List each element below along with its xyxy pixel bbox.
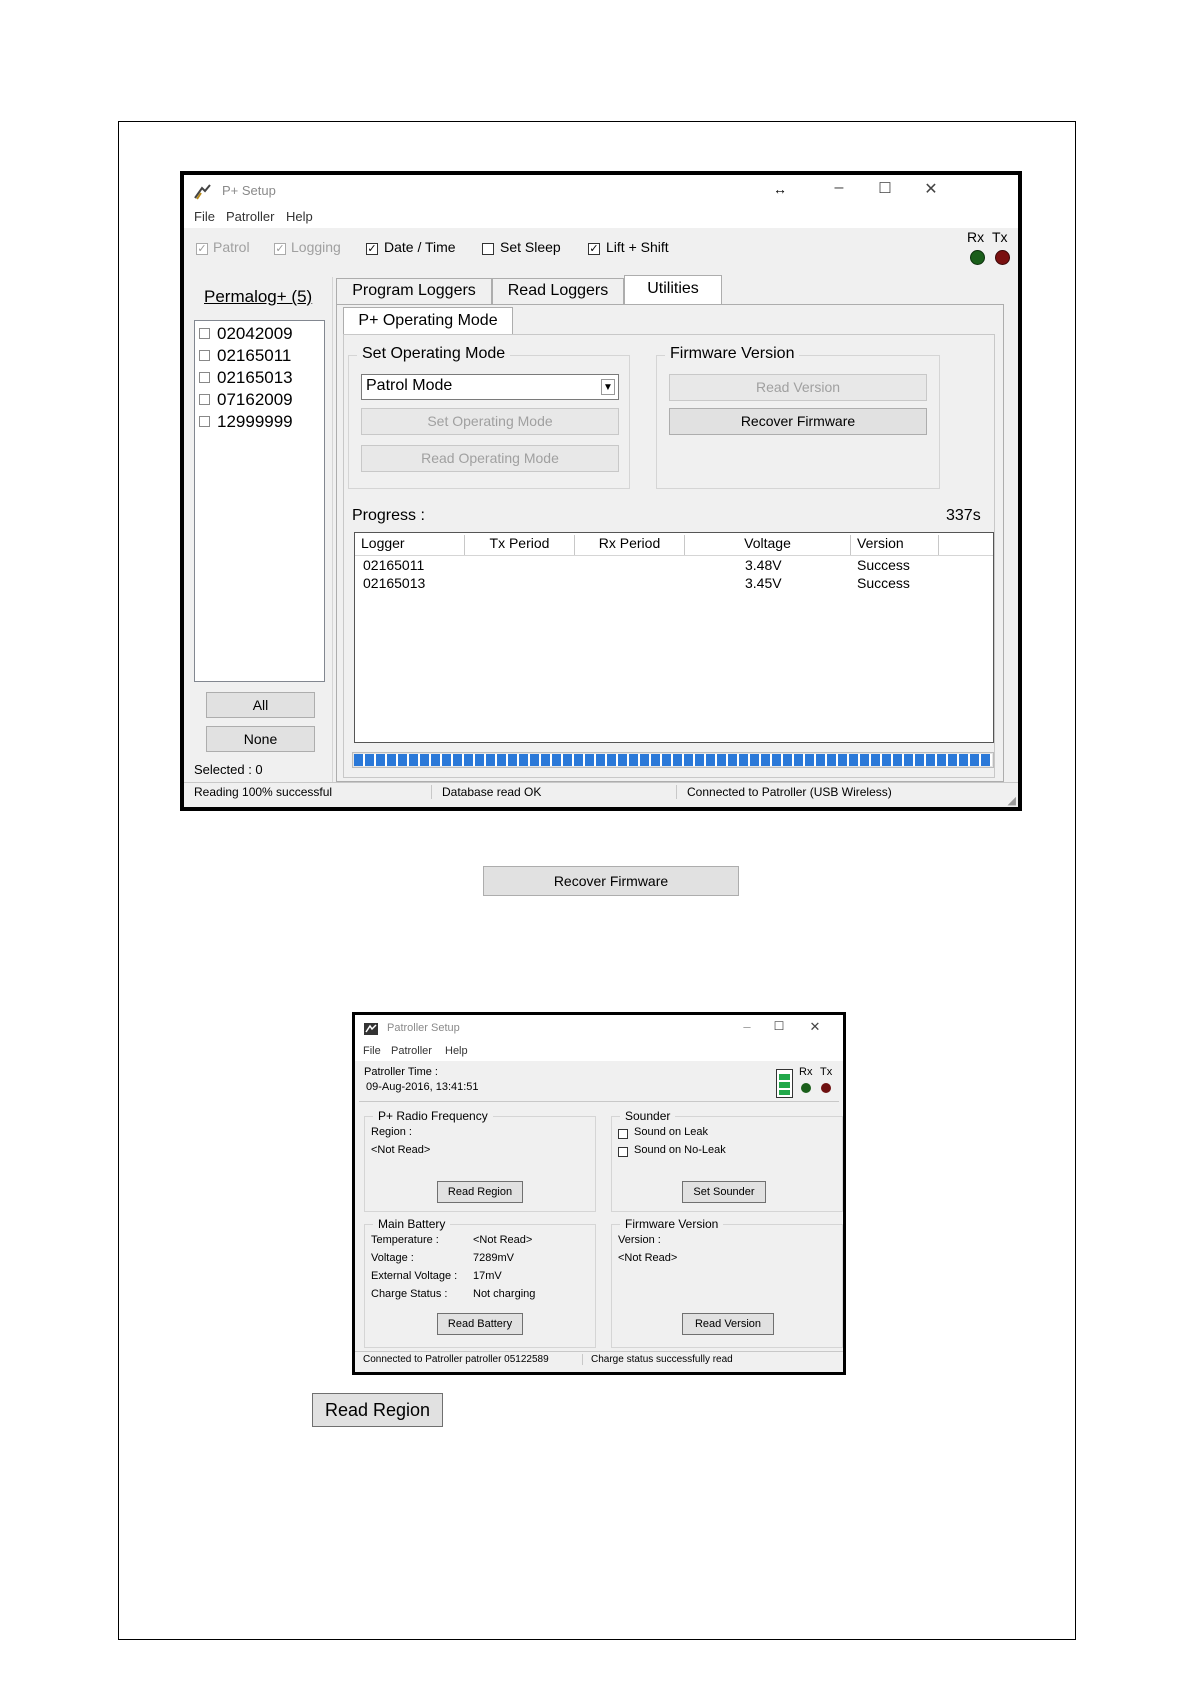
set-operating-mode-button[interactable]: Set Operating Mode (361, 408, 619, 435)
logger-id: 02165013 (217, 368, 293, 387)
column-header-version[interactable]: Version (851, 535, 939, 555)
battery-icon (776, 1069, 793, 1098)
patrol-label: Patrol (213, 239, 250, 255)
subtab-operating-mode[interactable]: P+ Operating Mode (343, 307, 513, 335)
logger-checkbox[interactable] (199, 372, 210, 383)
rx-label: Rx (799, 1066, 813, 1078)
status-bar (184, 782, 1018, 807)
logger-checkbox[interactable] (199, 328, 210, 339)
read-region-button[interactable]: Read Region (437, 1181, 523, 1203)
table-row[interactable] (355, 575, 993, 593)
voltage-label: Voltage : (371, 1252, 414, 1264)
permalog-header-link[interactable]: Permalog+ (5) (204, 287, 313, 306)
menu-bar (184, 208, 1018, 228)
charge-status-label: Charge Status : (371, 1288, 448, 1300)
date-time-label: Date / Time (384, 239, 456, 255)
patroller-time-value: 09-Aug-2016, 13:41:51 (366, 1081, 479, 1093)
external-voltage-label: External Voltage : (371, 1270, 458, 1282)
window-title: Patroller Setup (387, 1022, 460, 1034)
close-button[interactable]: ✕ (924, 181, 938, 198)
select-value: Patrol Mode (366, 377, 453, 394)
lift-shift-checkbox[interactable]: ✓ (589, 243, 599, 255)
set-operating-mode-group (348, 345, 630, 489)
divider (359, 1101, 839, 1102)
patroller-time-label: Patroller Time : (364, 1066, 438, 1078)
listview-header (355, 533, 993, 556)
resize-grip-icon[interactable]: ◢ (1007, 795, 1016, 807)
lift-shift-label: Lift + Shift (606, 239, 669, 255)
sidebar-divider (332, 277, 333, 782)
read-version-button[interactable]: Read Version (682, 1313, 774, 1335)
temperature-label: Temperature : (371, 1234, 439, 1246)
column-header-voltage[interactable]: Voltage (685, 535, 851, 555)
logger-id: 02165011 (217, 346, 292, 365)
set-sleep-checkbox[interactable] (482, 243, 494, 255)
cell-voltage: 3.48V (745, 557, 782, 573)
selected-count: Selected : 0 (194, 762, 263, 777)
group-title: Main Battery (373, 1217, 450, 1231)
patroller-setup-window (352, 1012, 846, 1375)
operating-mode-select[interactable] (361, 374, 619, 400)
temperature-value: <Not Read> (473, 1234, 533, 1246)
tx-label: Tx (992, 229, 1008, 245)
external-voltage-value: 17mV (473, 1270, 502, 1282)
group-title: Firmware Version (620, 1217, 723, 1231)
recover-firmware-button[interactable]: Recover Firmware (669, 408, 927, 435)
progress-label: Progress : (352, 507, 425, 524)
logger-id: 12999999 (217, 412, 293, 431)
menu-help[interactable]: Help (286, 209, 313, 224)
minimize-button[interactable]: – (834, 179, 844, 196)
maximize-button[interactable]: ☐ (878, 180, 892, 197)
sound-on-no-leak-checkbox[interactable] (618, 1147, 628, 1157)
patrol-checkbox: ✓ (197, 243, 207, 255)
main-battery-group (364, 1217, 596, 1348)
column-header-tx-period[interactable]: Tx Period (465, 535, 575, 555)
read-battery-button[interactable]: Read Battery (437, 1313, 523, 1335)
region-label: Region : (371, 1126, 412, 1138)
version-label: Version : (618, 1234, 661, 1246)
logging-label: Logging (291, 239, 341, 255)
cell-version: Success (857, 557, 910, 573)
tab-utilities[interactable]: Utilities (624, 275, 722, 305)
progress-listview[interactable] (354, 532, 994, 743)
p-plus-setup-window (180, 171, 1022, 811)
maximize-button[interactable]: ☐ (773, 1019, 785, 1033)
elapsed-time: 337s (946, 507, 981, 524)
status-reading: Reading 100% successful (184, 785, 432, 799)
read-operating-mode-button[interactable]: Read Operating Mode (361, 445, 619, 472)
tab-panel (336, 304, 1004, 782)
chevron-down-icon[interactable]: ▼ (601, 379, 615, 395)
sounder-group (611, 1109, 843, 1212)
set-sounder-button[interactable]: Set Sounder (682, 1181, 766, 1203)
menu-patroller[interactable]: Patroller (391, 1045, 432, 1057)
rx-label: Rx (967, 229, 985, 245)
logger-checkbox[interactable] (199, 394, 210, 405)
rx-indicator-icon (801, 1083, 811, 1093)
voltage-value: 7289mV (473, 1252, 514, 1264)
read-region-button-callout[interactable]: Read Region (312, 1393, 443, 1427)
tx-indicator-icon (995, 250, 1010, 265)
minimize-button[interactable]: – (743, 1019, 751, 1034)
status-connection: Connected to Patroller patroller 05122589 (355, 1354, 583, 1365)
group-title: Firmware Version (665, 345, 799, 363)
column-header-logger[interactable]: Logger (355, 535, 465, 555)
app-icon (194, 184, 212, 200)
logging-checkbox: ✓ (275, 243, 285, 255)
logger-checkbox[interactable] (199, 416, 210, 427)
window-title: P+ Setup (222, 183, 276, 198)
cell-version: Success (857, 575, 910, 591)
status-database: Database read OK (432, 785, 677, 799)
close-button[interactable]: ✕ (809, 1019, 821, 1034)
resize-cursor-icon: ↔ (773, 181, 787, 197)
progress-bar-fill (354, 754, 992, 766)
tx-indicator-icon (821, 1083, 831, 1093)
cell-logger: 02165013 (363, 575, 426, 591)
menu-patroller[interactable]: Patroller (226, 209, 275, 224)
region-value: <Not Read> (371, 1144, 431, 1156)
cell-logger: 02165011 (363, 557, 425, 573)
tab-program-loggers[interactable]: Program Loggers (336, 278, 492, 304)
logger-listbox[interactable] (194, 320, 325, 682)
group-title: Sounder (620, 1109, 675, 1123)
version-value: <Not Read> (618, 1252, 678, 1264)
rx-indicator-icon (970, 250, 985, 265)
group-title: Set Operating Mode (357, 345, 510, 363)
menu-file[interactable]: File (194, 209, 215, 224)
read-version-button[interactable]: Read Version (669, 374, 927, 401)
cell-voltage: 3.45V (745, 575, 782, 591)
table-row[interactable] (355, 557, 993, 575)
tx-label: Tx (820, 1066, 833, 1078)
sound-on-no-leak-label: Sound on No-Leak (634, 1144, 726, 1156)
subtab-panel (343, 334, 995, 778)
app-icon (363, 1022, 379, 1036)
select-all-button[interactable]: All (206, 692, 315, 718)
menu-file[interactable]: File (363, 1045, 381, 1057)
menu-help[interactable]: Help (445, 1045, 468, 1057)
title-bar (355, 1015, 843, 1043)
logger-id: 07162009 (217, 390, 293, 409)
options-toolbar (184, 228, 1018, 276)
title-bar (184, 175, 1018, 208)
firmware-version-group (611, 1217, 843, 1348)
status-bar (355, 1351, 843, 1372)
menu-bar (355, 1043, 843, 1061)
charge-status-value: Not charging (473, 1288, 536, 1300)
logger-id: 02042009 (217, 324, 293, 343)
firmware-version-group (656, 345, 940, 489)
status-charge: Charge status successfully read (591, 1354, 733, 1365)
sound-on-leak-checkbox[interactable] (618, 1129, 628, 1139)
sound-on-leak-label: Sound on Leak (634, 1126, 709, 1138)
select-none-button[interactable]: None (206, 726, 315, 752)
date-time-checkbox[interactable]: ✓ (367, 243, 377, 255)
set-sleep-label: Set Sleep (500, 239, 561, 255)
recover-firmware-button-callout[interactable]: Recover Firmware (483, 866, 739, 896)
group-title: P+ Radio Frequency (373, 1109, 493, 1123)
logger-checkbox[interactable] (199, 350, 210, 361)
column-header-rx-period[interactable]: Rx Period (575, 535, 685, 555)
progress-bar (352, 752, 994, 768)
radio-frequency-group (364, 1109, 596, 1212)
tab-read-loggers[interactable]: Read Loggers (492, 278, 624, 304)
status-connection: Connected to Patroller (USB Wireless) (687, 785, 892, 799)
